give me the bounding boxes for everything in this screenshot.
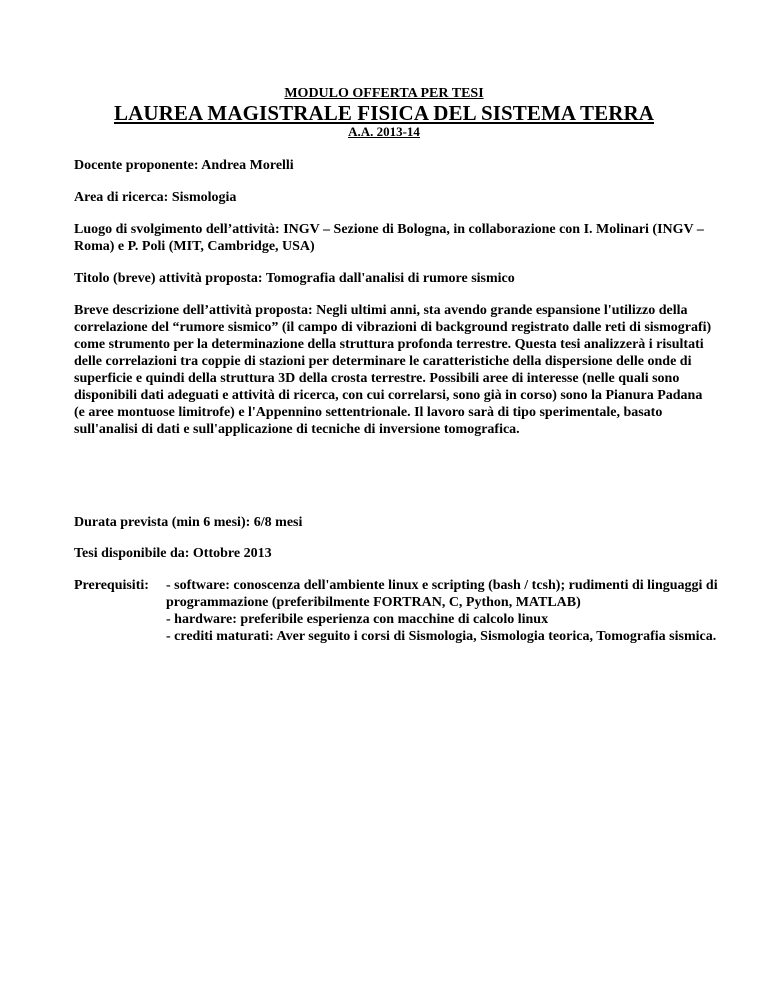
prerequisito-hardware: - hardware: preferibile esperienza con macchine di calcolo linux bbox=[166, 612, 549, 627]
form-title: MODULO OFFERTA PER TESI bbox=[284, 86, 484, 101]
descrizione-field: Breve descrizione dell’attività proposta: Negli ultimi anni, sta avendo grande espansione l'utilizzo della correlazione del “rumore sismico” (il campo di vibrazioni di background registrato dalle reti di sismografi) come strumento per la determinazione della struttura profonda terrestre. Questa tesi analizzerà i risultati delle correlazioni tra coppie di stazioni per determinare le caratteristiche della dispersione delle onde di superficie e quindi della struttura 3D della crosta terrestre. Possibili aree di interesse (nelle quali sono disponibili dati adeguati e attività di ricerca, con cui correlarsi, sono già in corso) sono la Pianura Padana (e aree montuose limitrofe) e l'Appennino settentrionale. Il lavoro sarà di tipo sperimentale, basato sull'analisi di dati e sull'applicazione di tecniche di inversione tomografica. bbox=[74, 303, 712, 437]
academic-year: A.A. 2013-14 bbox=[348, 124, 420, 139]
durata-field: Durata prevista (min 6 mesi): 6/8 mesi bbox=[74, 515, 303, 530]
degree-title: LAUREA MAGISTRALE FISICA DEL SISTEMA TERRA bbox=[113, 101, 655, 125]
luogo-field: Luogo di svolgimento dell’attività: INGV – Sezione di Bologna, in collaborazione con I. Molinari (INGV – Roma) e P. Poli (MIT, Cambridge, USA) bbox=[74, 222, 704, 254]
area-field: Area di ricerca: Sismologia bbox=[74, 190, 237, 205]
prerequisito-crediti: - crediti maturati: Aver seguito i corsi di Sismologia, Sismologia teorica, Tomografia sismica. bbox=[166, 629, 717, 644]
prerequisito-software: - software: conoscenza dell'ambiente linux e scripting (bash / tcsh); rudimenti di linguaggi di programmazione (preferibilmente FORTRAN, C, Python, MATLAB) bbox=[166, 578, 718, 610]
titolo-field: Titolo (breve) attività proposta: Tomografia dall'analisi di rumore sismico bbox=[74, 271, 515, 286]
prerequisiti-list bbox=[166, 577, 726, 645]
prerequisiti-label: Prerequisiti: bbox=[74, 578, 149, 593]
docente-field: Docente proponente: Andrea Morelli bbox=[74, 158, 294, 173]
disponibile-field: Tesi disponibile da: Ottobre 2013 bbox=[74, 546, 272, 561]
